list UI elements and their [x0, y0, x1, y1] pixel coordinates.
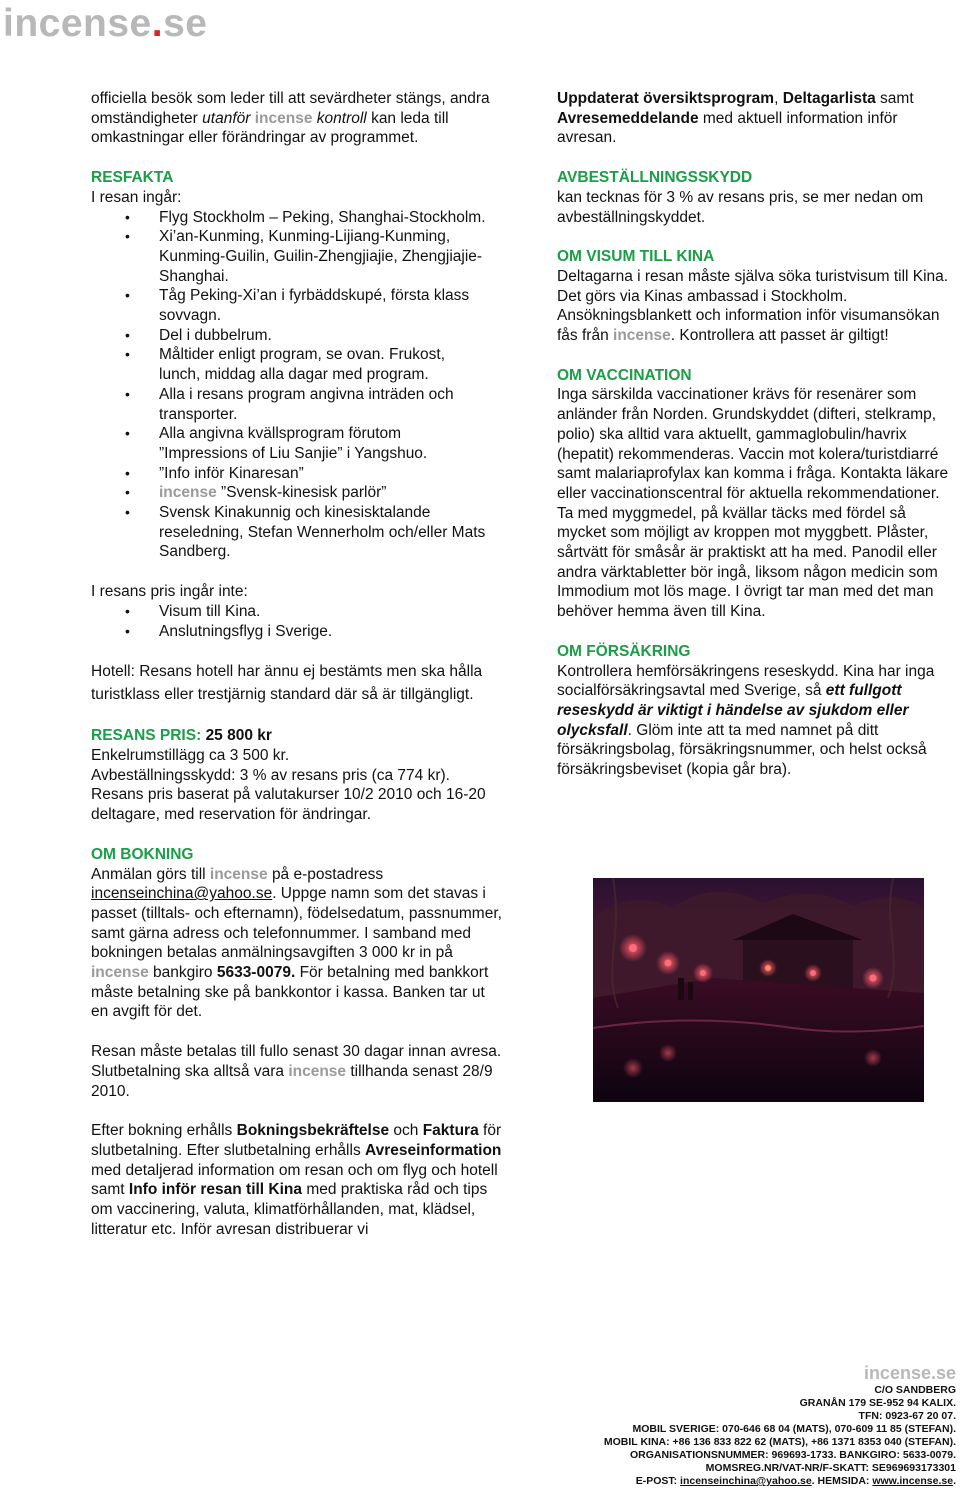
- footer-brand: incense.se: [863, 1363, 956, 1383]
- ingar-list: [91, 208, 506, 563]
- slutbetalning-paragraph: Resan måste betalas till fullo senast 30 dagar innan avresa. Slutbetalning ska alltså vara incense tillhanda senast 28/9 2010.: [91, 1043, 502, 1100]
- list-item: • Anslutningsflyg i Sverige.: [91, 622, 486, 642]
- ingar-label: I resan ingår:: [91, 188, 182, 206]
- left-column: [91, 89, 506, 1239]
- price-line: RESANS PRIS: 25 800 kr: [91, 727, 272, 745]
- price-detail: Enkelrumstillägg ca 3 500 kr.: [91, 746, 290, 764]
- vaccination-heading: OM VACCINATION: [557, 366, 692, 384]
- footer-web-link[interactable]: www.incense.se: [872, 1475, 954, 1487]
- footer-email-link[interactable]: incenseinchina@yahoo.se: [680, 1475, 812, 1487]
- efter-bokning-paragraph: Efter bokning erhålls Bokningsbekräftelse och Faktura för slutbetalning. Efter slutbetalning erhålls Avreseinformation med detaljerad information om resan och om flyg och hotell samt Info inför resan till Kina med praktiska råd och tips om vaccinering, valuta, klimatförhållanden, mat, klädsel, litteratur etc. Inför avresan distribuerar vi: [91, 1122, 502, 1238]
- ingar-ej-label: I resans pris ingår inte:: [91, 583, 248, 601]
- hotel-paragraph: Hotell: Resans hotell har ännu ej bestämts men ska hålla turistklass eller trestjärnig standard där så är tillgängligt.: [91, 663, 483, 703]
- bokning-heading: OM BOKNING: [91, 845, 194, 863]
- intro-paragraph: officiella besök som leder till att sevärdheter stängs, andra omständigheter utanför incense kontroll kan leda till omkastningar eller förändringar av programmet.: [91, 90, 490, 147]
- list-item: • incense ”Svensk-kinesisk parlör”: [91, 483, 486, 503]
- list-item: • Flyg Stockholm – Peking, Shanghai-Stockholm.: [91, 208, 486, 228]
- list-item: • Svensk Kinakunnig och kinesisktalande reseledning, Stefan Wennerholm och/eller Mats Sandberg.: [91, 503, 486, 562]
- visum-paragraph: Deltagarna i resan måste själva söka turistvisum till Kina. Det görs via Kinas ambassad i Stockholm. Ansökningsblankett och information inför visumansökan fås från incense. Kontrollera att passet är giltigt!: [557, 267, 949, 345]
- bokning-paragraph: Anmälan görs till incense på e-postadress incenseinchina@yahoo.se. Uppge namn som det stavas i passet (tilltals- och efternamn), födelsedatum, passnummer, samt gärna adress och telefonnummer. I samband med bokningen betalas anmälningsavgiften 3 000 kr in på incense bankgiro 5633-0079. För betalning med bankkort måste betalning ske på bankkontor i kassa. Banken tar ut en avgift för det.: [91, 865, 502, 1021]
- list-item: • Tåg Peking-Xi’an i fyrbäddskupé, första klass sovvagn.: [91, 286, 486, 325]
- list-item: • Xi’an-Kunming, Kunming-Lijiang-Kunming, Kunming-Guilin, Guilin-Zhengjiajie, Zhengjiajie-Shanghai.: [91, 227, 486, 286]
- visum-heading: OM VISUM TILL KINA: [557, 248, 715, 266]
- right-intro: Uppdaterat översiktsprogram, Deltagarlista samt Avresemeddelande med aktuell information inför avresan.: [557, 90, 914, 147]
- list-item: • Del i dubbelrum.: [91, 326, 486, 346]
- right-column: [557, 89, 957, 780]
- list-item: • Måltider enligt program, se ovan. Frukost, lunch, middag alla dagar med program.: [91, 345, 486, 384]
- list-item: • Alla i resans program angivna inträden och transporter.: [91, 385, 486, 424]
- vaccination-paragraph: Inga särskilda vaccinationer krävs för resenärer som anländer från Norden. Grundskyddet (difteri, stelkramp, polio) ska alltid vara aktuellt, gammaglobulin/havrix (hepatit) rekommenderas. Vaccin mot kolera/turistdiarré samt malariaprofylax kan komma i fråga. Kontakta läkare eller vaccinationscentral för aktuella rekommendationer. Ta med myggmedel, på kvällar täcks med fördel så mycket som möjligt av kroppen mot myggbett. Plåster, sårtvätt för småsår är praktiskt att ha med. Panodil eller andra värktabletter bör ingå, liksom någon medicin som Immodium mot lös mage. I övrigt tar man med det man behöver hemma även till Kina.: [557, 386, 949, 621]
- brand-logo: incense.se: [3, 2, 208, 45]
- resfakta-heading: RESFAKTA: [91, 169, 174, 187]
- lijiang-night-photo: [593, 878, 924, 1102]
- price-detail: Resans pris baserat på valutakurser 10/2 2010 och 16-20 deltagare, med reservation för ändringar.: [91, 786, 486, 824]
- list-item: • Alla angivna kvällsprogram förutom ”Impressions of Liu Sanjie” i Yangshuo.: [91, 424, 486, 463]
- avbest-heading: AVBESTÄLLNINGSSKYDD: [557, 169, 753, 187]
- forsakring-paragraph: Kontrollera hemförsäkringens reseskydd. Kina har inga socialförsäkringsavtal med Sverige, så ett fullgott reseskydd är viktigt i händelse av sjukdom eller olycksfall. Glöm inte att ta med namnet på ditt försäkringsbolag, försäkringsnummer, och helst också försäkringsbeviset (kopia går bra).: [557, 662, 935, 779]
- contact-footer: incense.se C/O SANDBERG GRANÅN 179 SE-952 94 KALIX. TFN: 0923-67 20 07. MOBIL SVERIGE: 070-646 68 04 (MATS), 070-609 11 85 (STEFAN). MOBIL KINA: +86 136 833 822 62 (MATS), +86 1371 8353 040 (STEFAN). ORGANISATIONSNUMMER: 969693-1733. BANKGIRO: 5633-0079. MOMSREG.NR/VAT-NR/F-SKATT: SE969693173301 E-POST: incenseinchina@yahoo.se. HEMSIDA: www.incense.se.: [603, 1363, 956, 1487]
- email-link[interactable]: incenseinchina@yahoo.se: [91, 885, 273, 903]
- list-item: • Visum till Kina.: [91, 602, 486, 622]
- avbest-paragraph: kan tecknas för 3 % av resans pris, se mer nedan om avbeställningskyddet.: [557, 188, 924, 226]
- ingar-ej-list: [91, 602, 506, 641]
- forsakring-heading: OM FÖRSÄKRING: [557, 642, 691, 660]
- list-item: • ”Info inför Kinaresan”: [91, 464, 486, 484]
- price-detail: Avbeställningsskydd: 3 % av resans pris (ca 774 kr).: [91, 766, 450, 784]
